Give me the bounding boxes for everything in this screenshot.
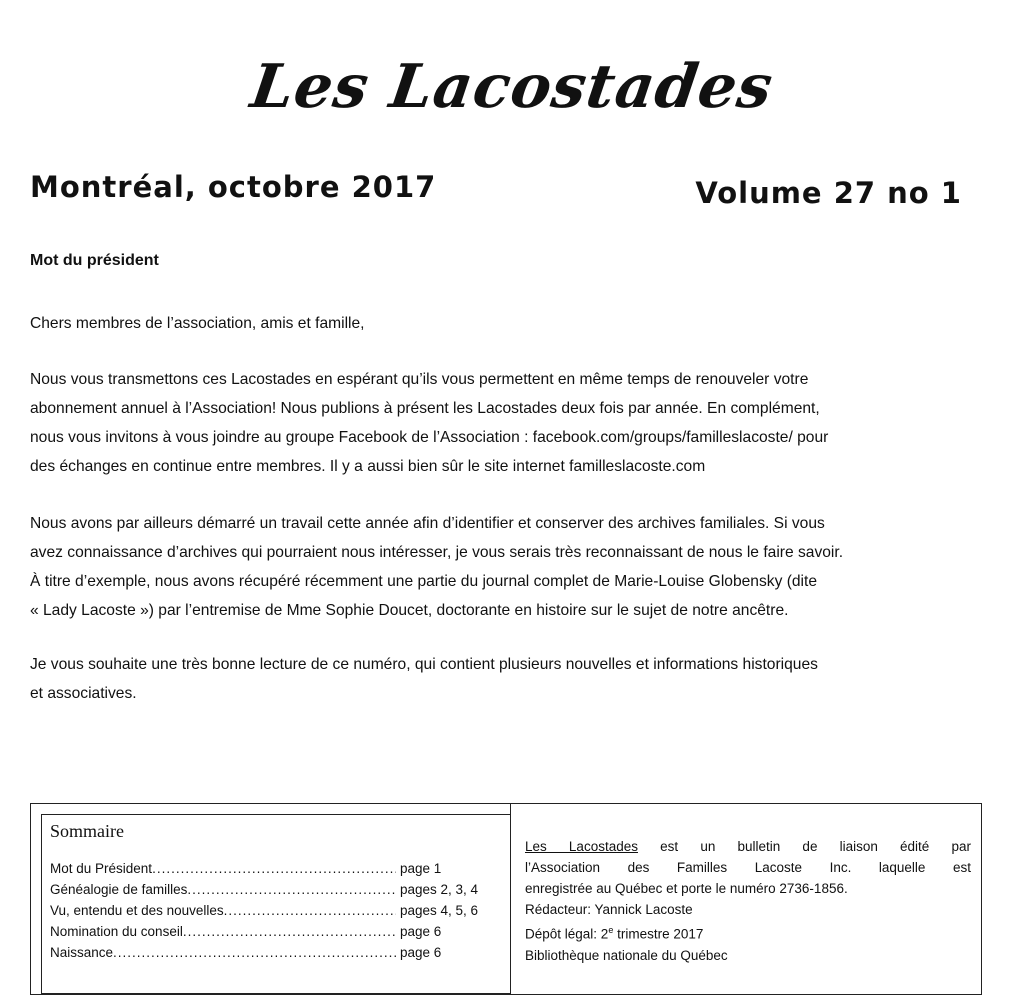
article-title: Mot du président xyxy=(30,252,159,269)
legal-deposit-line xyxy=(525,920,971,945)
deposit-sup: e xyxy=(608,925,614,935)
toc-item xyxy=(50,921,502,942)
paragraph-line: et associatives. xyxy=(30,685,137,702)
paragraph-line: Je vous souhaite une très bonne lecture de ce numéro, qui contient plusieurs nouvelles et informations historiques xyxy=(30,656,818,673)
editor-line: Rédacteur: Yannick Lacoste xyxy=(525,902,693,917)
paragraph-line: « Lady Lacoste ») par l’entremise de Mme Sophie Doucet, doctorante en histoire sur le sujet de notre ancêtre. xyxy=(30,602,789,619)
paragraph-1 xyxy=(30,365,990,481)
volume-number: Volume 27 no 1 xyxy=(695,176,962,210)
toc-item xyxy=(50,900,502,921)
info-text: est un bulletin de liaison édité par xyxy=(637,839,971,854)
paragraph-2 xyxy=(30,509,990,625)
toc-item xyxy=(50,879,502,900)
table-of-contents xyxy=(31,804,511,994)
paragraph-line: Nous avons par ailleurs démarré un travail cette année afin d’identifier et conserver des archives familiales. Si vous xyxy=(30,515,825,532)
masthead-title: Les Lacostades xyxy=(246,52,778,122)
deposit-prefix: Dépôt légal: 2 xyxy=(525,926,609,942)
info-line-2: l’Association des Familles Lacoste Inc. laquelle est xyxy=(525,860,971,875)
paragraph-line: avez connaissance d’archives qui pourraient nous intéresser, je vous serais très reconnaissant de nous le faire savoir. xyxy=(30,544,844,561)
toc-leader-dots xyxy=(187,879,396,900)
toc-leader-dots xyxy=(224,900,396,921)
publication-name: Les Lacostades xyxy=(525,839,638,854)
toc-item-label: Généalogie de familles xyxy=(50,882,188,897)
paragraph-line: nous vous invitons à vous joindre au groupe Facebook de l’Association : facebook.com/groups/familleslacoste/ pour xyxy=(30,429,829,446)
toc-item-label: Mot du Président xyxy=(50,861,153,876)
toc-item-label: Nomination du conseil xyxy=(50,924,183,939)
paragraph-line: abonnement annuel à l’Association! Nous publions à présent les Lacostades deux fois par année. En complément, xyxy=(30,400,820,417)
toc-item-page: page 1 xyxy=(400,861,442,876)
toc-item xyxy=(50,858,502,879)
publication-info xyxy=(511,804,981,994)
paragraph-3 xyxy=(30,650,990,708)
dateline: Montréal, octobre 2017 xyxy=(30,170,437,204)
info-line-1 xyxy=(525,836,971,857)
toc-leader-dots xyxy=(152,858,396,879)
salutation xyxy=(30,309,990,338)
library-line: Bibliothèque nationale du Québec xyxy=(525,947,728,963)
paragraph-line: À titre d’exemple, nous avons récupéré récemment une partie du journal complet de Marie-Louise Globensky (dite xyxy=(30,573,818,590)
toc-item-page: page 6 xyxy=(400,945,442,960)
deposit-suffix: trimestre 2017 xyxy=(613,926,704,942)
info-line-3: enregistrée au Québec et porte le numéro 2736-1856. xyxy=(525,881,848,896)
toc-leader-dots xyxy=(113,942,396,963)
toc-title: Sommaire xyxy=(50,821,124,841)
toc-frame xyxy=(41,814,510,994)
toc-item-page: pages 4, 5, 6 xyxy=(400,903,479,918)
toc-item xyxy=(50,942,502,963)
toc-item-page: page 6 xyxy=(400,924,442,939)
footer-box xyxy=(30,803,982,995)
toc-leader-dots xyxy=(183,921,396,942)
toc-item-label: Naissance xyxy=(50,945,114,960)
toc-item-page: pages 2, 3, 4 xyxy=(400,882,479,897)
paragraph-line: des échanges en continue entre membres. Il y a aussi bien sûr le site internet familleslacoste.com xyxy=(30,458,706,475)
toc-item-label: Vu, entendu et des nouvelles xyxy=(50,903,224,918)
salutation-line: Chers membres de l’association, amis et famille, xyxy=(30,315,365,332)
paragraph-line: Nous vous transmettons ces Lacostades en espérant qu’ils vous permettent en même temps de renouveler votre xyxy=(30,371,809,388)
